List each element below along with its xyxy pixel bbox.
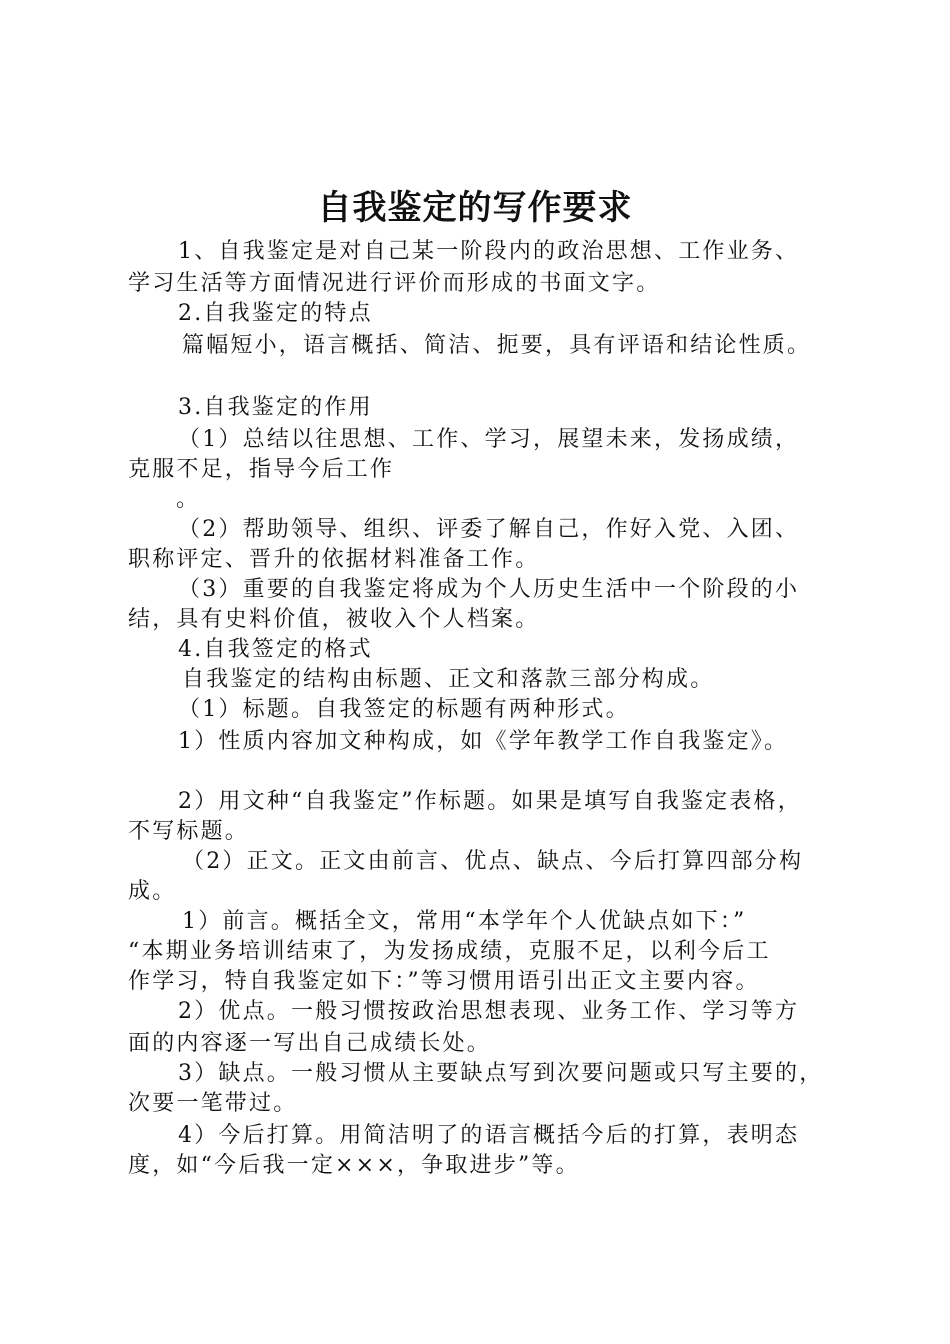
paragraph-line: 职称评定、晋升的依据材料准备工作。 — [128, 547, 540, 572]
paragraph-line: 篇幅短小，语言概括、简洁、扼要，具有评语和结论性质。 — [182, 333, 812, 358]
paragraph-line: 结，具有史料价值，被收入个人档案。 — [128, 607, 540, 632]
paragraph-line: 4）今后打算。用简洁明了的语言概括今后的打算，表明态 — [178, 1123, 800, 1148]
paragraph-line: 。 — [176, 487, 201, 512]
paragraph-line: 度，如“今后我一定×××，争取进步”等。 — [128, 1153, 580, 1178]
paragraph-line: 3）缺点。一般习惯从主要缺点写到次要问题或只写主要的， — [178, 1061, 824, 1086]
section-heading: 2.自我鉴定的特点 — [178, 301, 373, 326]
paragraph-line: （2）正文。正文由前言、优点、缺点、今后打算四部分构 — [182, 849, 804, 874]
paragraph-line: （2）帮助领导、组织、评委了解自己，作好入党、入团、 — [178, 517, 800, 542]
paragraph-line: 次要一笔带过。 — [128, 1091, 298, 1116]
paragraph-line: 2）用文种“自我鉴定”作标题。如果是填写自我鉴定表格， — [178, 789, 802, 814]
paragraph-line: （3）重要的自我鉴定将成为个人历史生活中一个阶段的小 — [178, 577, 800, 602]
paragraph-line: 克服不足，指导今后工作 — [128, 457, 395, 482]
paragraph-line: “本期业务培训结束了，为发扬成绩，克服不足，以利今后工 — [128, 939, 771, 964]
paragraph-line: 学习生活等方面情况进行评价而形成的书面文字。 — [128, 271, 661, 296]
paragraph-line: 面的内容逐一写出自己成绩长处。 — [128, 1031, 492, 1056]
paragraph-line: （1）总结以往思想、工作、学习，展望未来，发扬成绩， — [178, 427, 800, 452]
paragraph-line: 1）性质内容加文种构成，如《学年教学工作自我鉴定》。 — [178, 729, 789, 754]
paragraph-line: 自我鉴定的结构由标题、正文和落款三部分构成。 — [182, 667, 715, 692]
paragraph-line: 成。 — [128, 879, 177, 904]
section-heading: 3.自我鉴定的作用 — [178, 395, 373, 420]
paragraph-line: （1）标题。自我签定的标题有两种形式。 — [178, 697, 630, 722]
section-heading: 4.自我签定的格式 — [178, 637, 373, 662]
paragraph-line: 不写标题。 — [128, 819, 250, 844]
paragraph-line: 2）优点。一般习惯按政治思想表现、业务工作、学习等方 — [178, 999, 800, 1024]
paragraph-line: 1）前言。概括全文，常用“本学年个人优缺点如下：” — [182, 909, 747, 934]
paragraph-line: 作学习，特自我鉴定如下：”等习惯用语引出正文主要内容。 — [128, 969, 760, 994]
paragraph-line: 1、自我鉴定是对自己某一阶段内的政治思想、工作业务、 — [178, 239, 800, 264]
document-title: 自我鉴定的写作要求 — [317, 188, 633, 228]
